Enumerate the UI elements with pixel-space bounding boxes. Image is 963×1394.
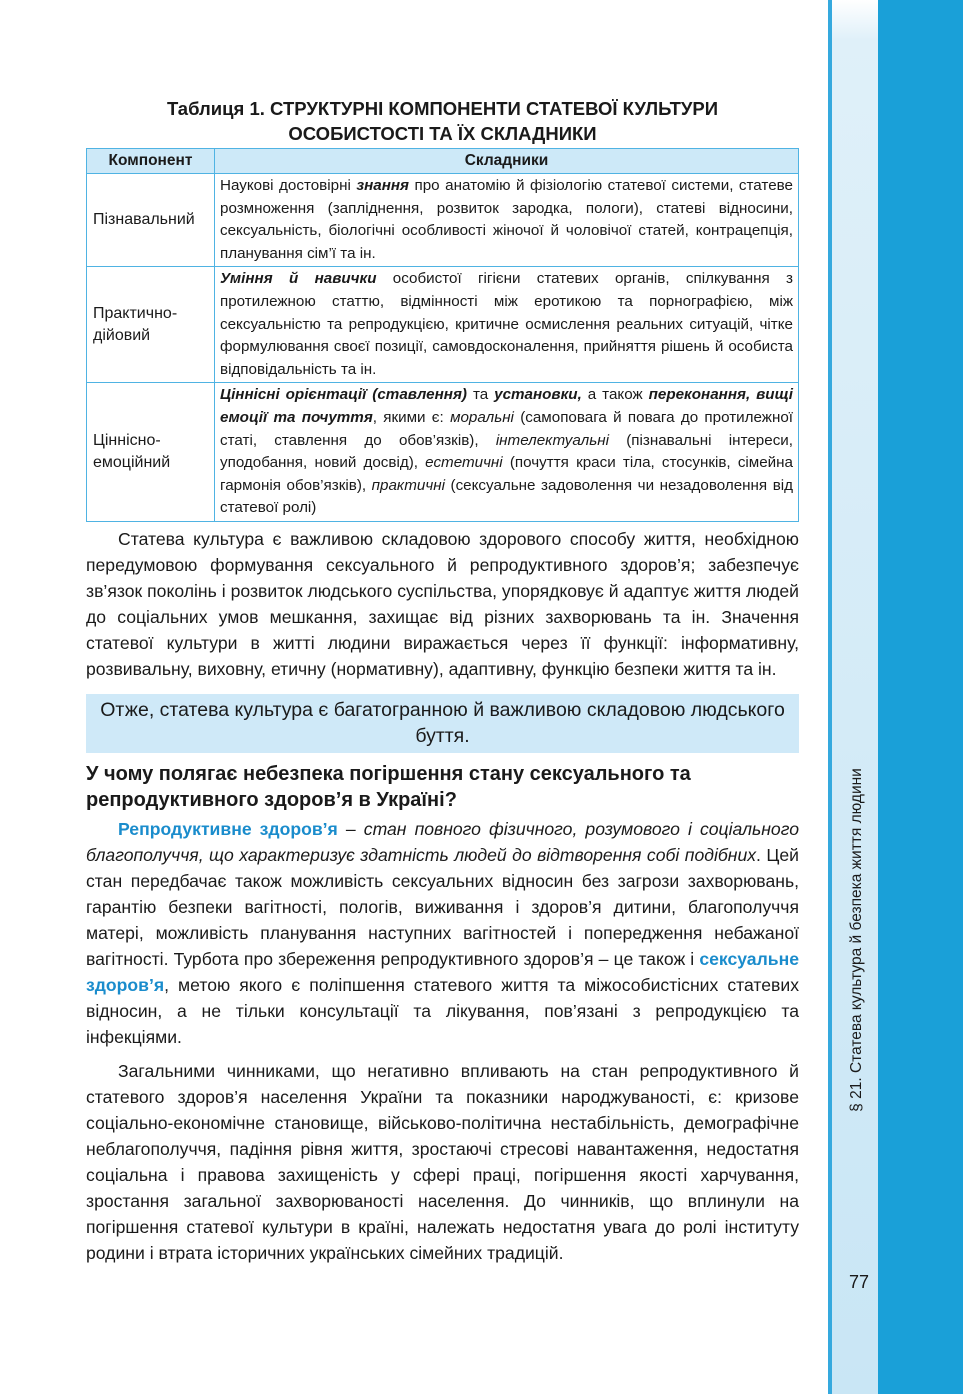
text-run: (пізнавальні інтереси, уподобання, новий досвід), — [220, 431, 793, 472]
text-run: про анатомію й фізіологію статевої системи, статеве розмноження (запліднення, розвиток зародка, пологи), статеві відносини, сексуальність, біологічні особливості жіночої й чоловічої статей, контрацепція, планування сім’ї та ін. — [220, 177, 793, 262]
text-run: Наукові достовірні — [220, 177, 357, 194]
emphasis-text: інтелектуальні — [495, 431, 609, 449]
side-band-edge — [828, 0, 832, 1394]
column-header-elements: Складники — [215, 149, 799, 174]
emphasis-text: практичні — [371, 476, 445, 494]
components-table — [86, 148, 799, 522]
emphasis-text: моральні — [450, 408, 514, 426]
emphasis-text: Ціннісні орієнтації (ставлення) — [220, 386, 467, 404]
paragraph-negative-factors: Загальними чинниками, що негативно впливають на стан репродуктивного й статевого здоров’я населення України та показники народжуваності, є: кризове соціально-економічне становище, військово-політична нестабільність, демографічне неблагополуччя, падіння рівня життя, зростаючі стресові навантаження, недостатня соціальна і правова захищеність у сфері праці, погіршення якості харчування, зростання загальної захворюваності населення. До чинників, що вплинули на погіршення статевої культури в країні, належать недостатня увага до ролі інституту родини і втрата історичних українських сімейних традицій. — [86, 1060, 799, 1263]
component-name-cell — [87, 383, 215, 522]
text-run: особистої гігієни статевих органів, спілкування з протилежною статтю, відмінності між еротикою та порнографією, між сексуальністю та репродукцією, критичне осмислення реальних ситуацій, чітке формулювання своєї позиції, самовдосконалення, прийняття рішень й особиста відповідальність та ін. — [220, 270, 793, 378]
table-title-line-2: ОСОБИСТОСТІ ТА ЇХ СКЛАДНИКИ — [288, 123, 597, 144]
emphasis-text: стан повного фізичного, розумового і соціального благополуччя, що характеризує здатність людей до відтворення собі подібних — [86, 818, 799, 865]
running-section-title: § 21. Статева культура й безпека життя людини — [848, 768, 865, 1112]
table-row — [87, 267, 799, 383]
column-header-component: Компонент — [87, 149, 215, 174]
component-name-cell — [87, 174, 215, 267]
key-term: сексуальне здоров’я — [86, 948, 799, 995]
emphasis-text: естетичні — [425, 454, 503, 472]
text-run: . Цей стан передбачає також можливість сексуальних відносин без загрози захворювань, гарантію безпеки вагітності, пологів, виживання і здоров’я дитини, благополуччя матері, можливість планування наступних вагітностей і попередження небажаної вагітності. Турбота про збереження репродуктивного здоров’я – це також і — [86, 844, 800, 969]
text-run: а також — [581, 386, 649, 404]
component-name-cont: емоційний — [93, 454, 171, 472]
side-band-dark — [878, 0, 963, 1394]
text-run: та — [466, 386, 495, 404]
paragraph-reproductive-health — [86, 816, 799, 1050]
section-question-heading: У чому полягає небезпека погіршення стану сексуального та репродуктивного здоров’я в Україні? — [86, 762, 691, 811]
page-number: 77 — [848, 1272, 870, 1292]
text-run: (почуття краси тіла, стосунків, сімейна гармонія обов’язків), — [220, 454, 793, 494]
text-run: (сексуальне задоволення чи незадоволення від статевої ролі) — [220, 476, 793, 517]
table-row — [87, 174, 799, 267]
text-run: – — [337, 818, 364, 839]
text-run: , метою якого є поліпшення статевого життя та міжособистісних статевих відносин, а не тільки консультації та лікування, пов’язані з репродукцією та інфекціями. — [86, 974, 799, 1047]
text-run: (самоповага й повага до протилежної статі, ставлення до обов’язків), — [220, 408, 793, 449]
emphasis-text: Уміння й навички — [220, 270, 377, 288]
emphasis-text: установки, — [494, 386, 582, 404]
summary-box: Отже, статева культура є багатогранною й важливою складовою людського буття. — [86, 694, 799, 753]
paragraph-sexual-culture: Статева культура є важливою складовою здорового способу життя, необхідною передумовою формування сексуального й репродуктивного здоров’я; забезпечує зв’язок поколінь і розвиток людського суспільства, упорядковує й адаптує життя людей до соціальних умов мешкання, захищає від різних захворювань та ін. Значення статевої культури в житті людини виражається через її функції: інформативну, розвивальну, виховну, етичну (нормативну), адаптивну, функцію безпеки життя та ін. — [86, 528, 799, 679]
component-name-cell — [87, 267, 215, 383]
component-name: Практично- — [93, 304, 178, 322]
table-header-row — [87, 149, 799, 174]
table-row — [87, 383, 799, 522]
component-name-cont: дійовий — [93, 326, 151, 344]
component-name: Ціннісно- — [93, 432, 161, 450]
component-name: Пізнавальний — [93, 211, 195, 229]
component-description — [215, 174, 799, 267]
emphasis-text: знання — [356, 177, 409, 194]
page-content — [86, 96, 799, 1266]
text-run: , якими є: — [372, 408, 451, 426]
key-term: Репродуктивне здоров’я — [118, 818, 338, 839]
table-title — [86, 96, 799, 146]
table-title-line-1: Таблиця 1. СТРУКТУРНІ КОМПОНЕНТИ СТАТЕВОЇ КУЛЬТУРИ — [166, 98, 719, 119]
component-description — [215, 267, 799, 383]
emphasis-text: переконання, вищі емоції та почуття — [220, 386, 793, 426]
component-description — [215, 383, 799, 522]
side-band-light — [828, 0, 878, 1394]
